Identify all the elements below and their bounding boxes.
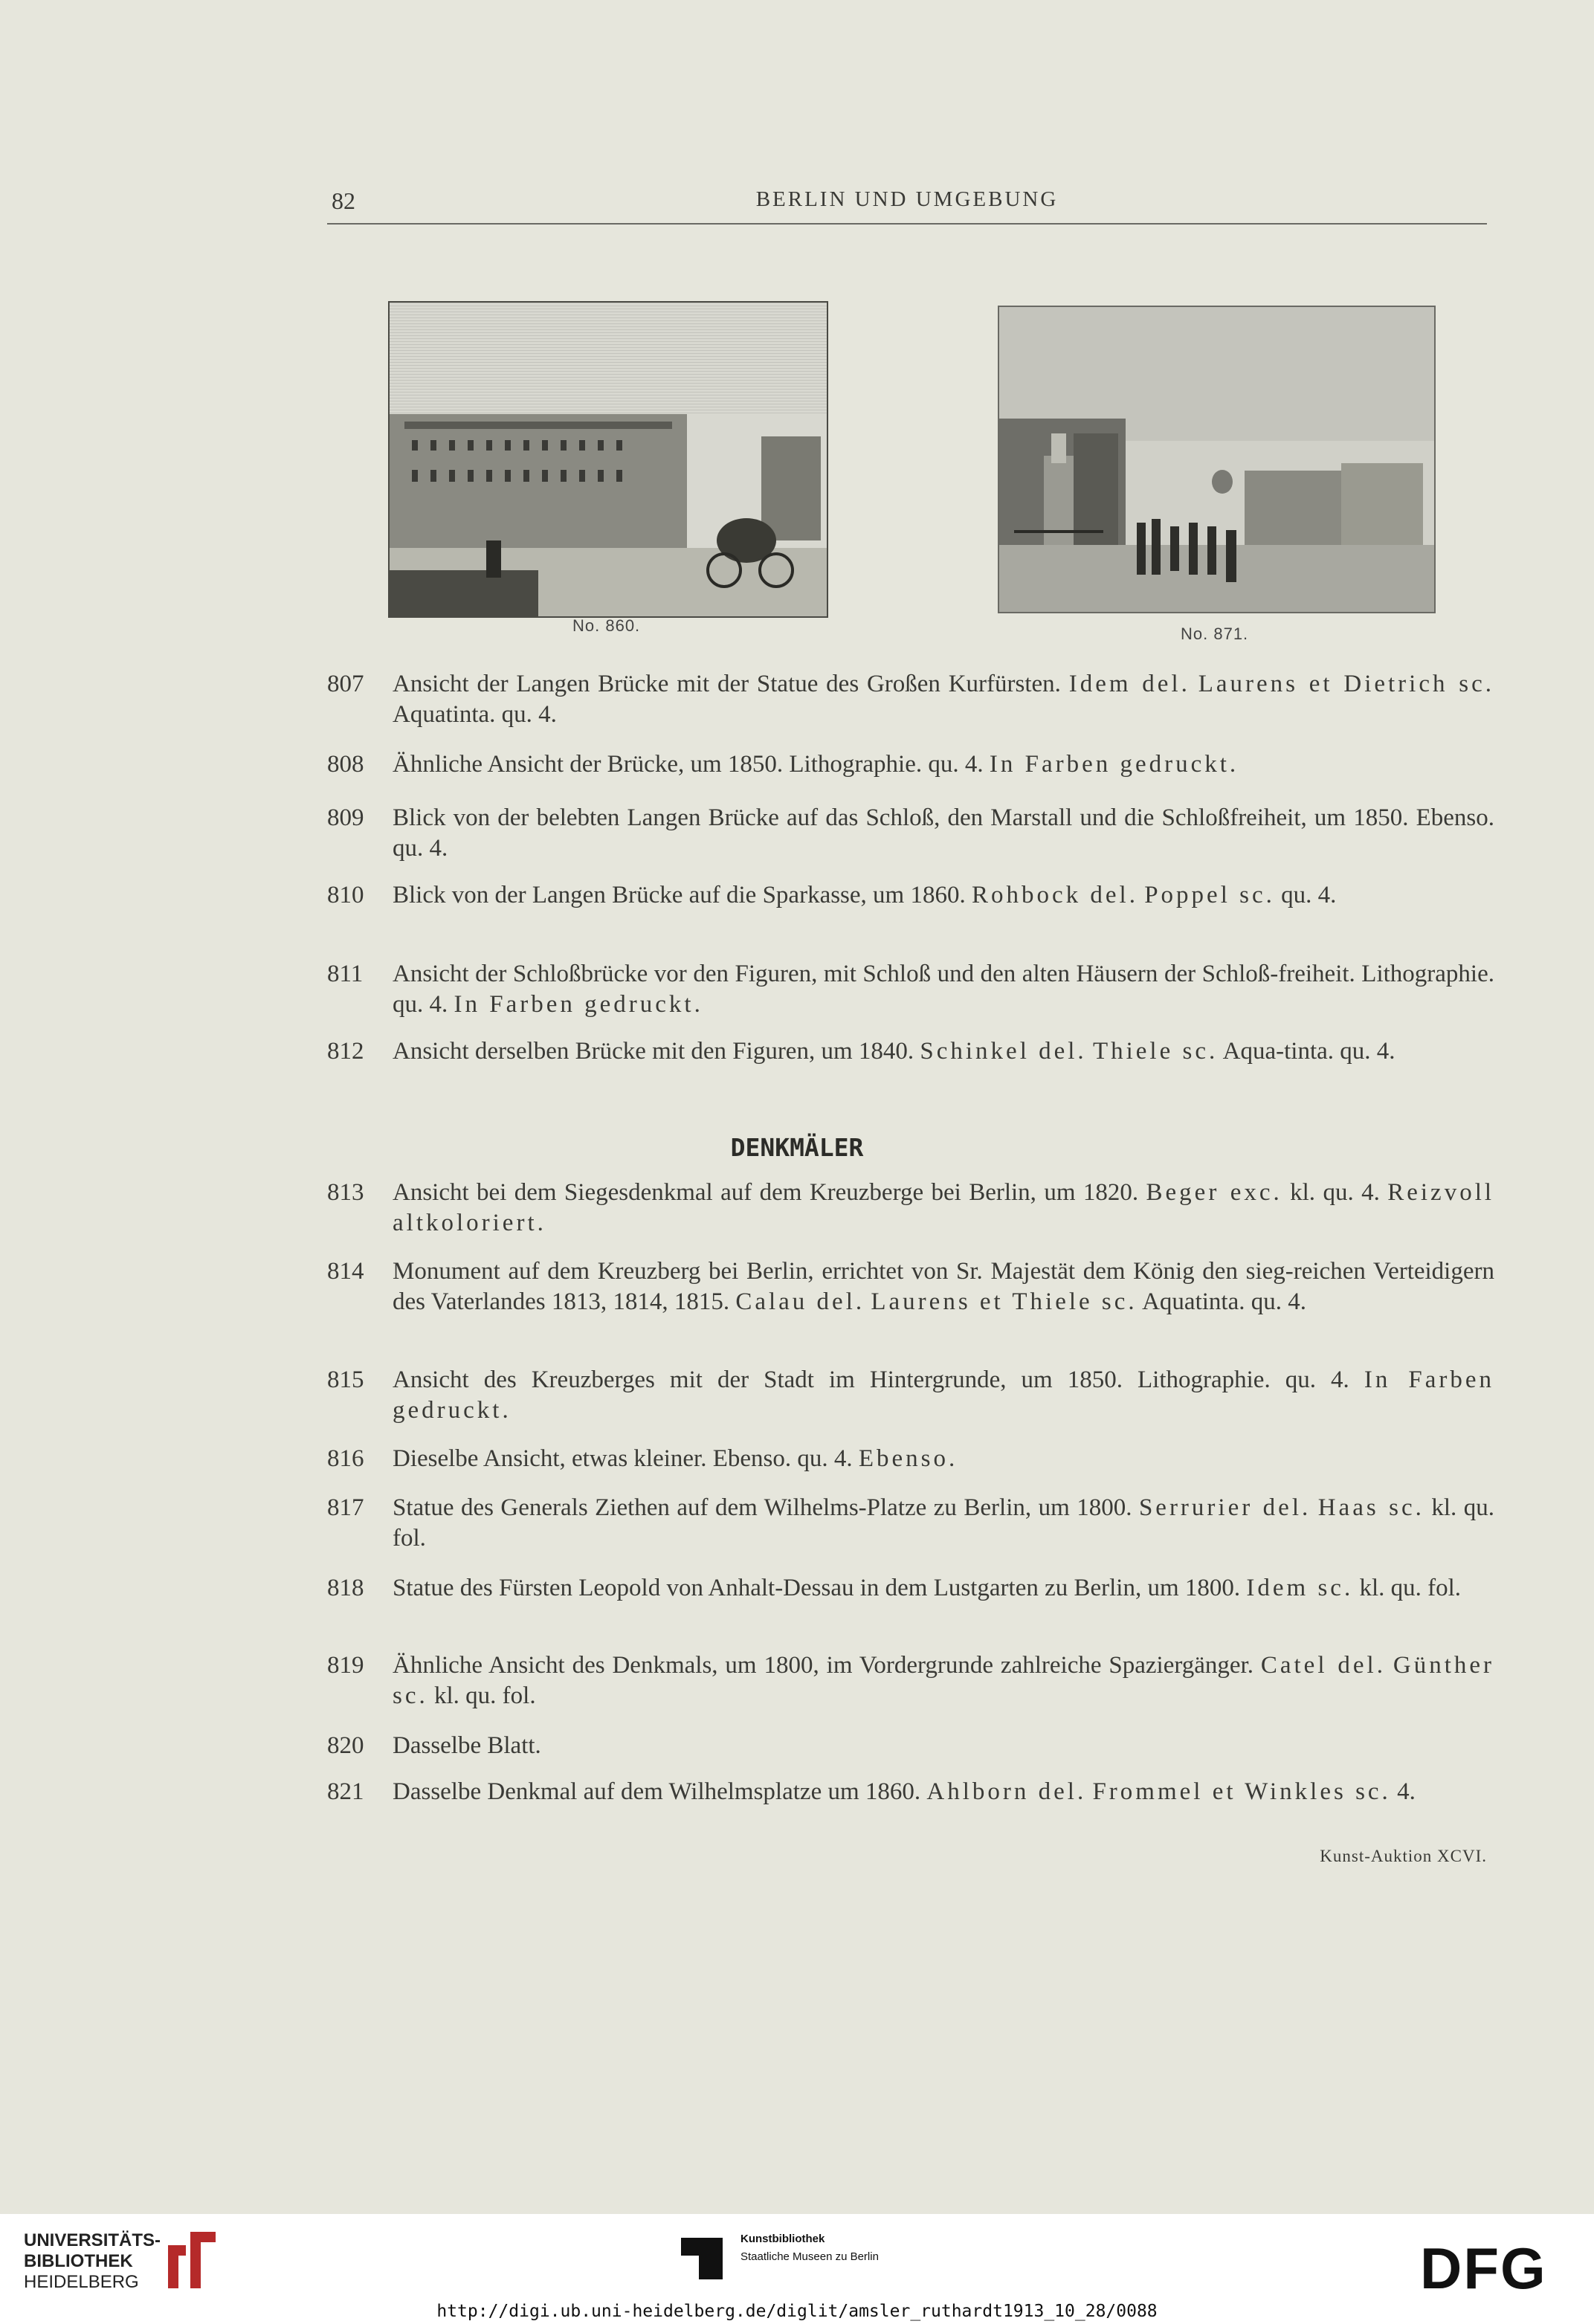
catalog-entry [327,1036,1494,1067]
catalog-entry [327,1731,1494,1761]
entry-number: 810 [327,882,364,908]
entry-text: Ähnliche Ansicht der Brücke, um 1850. Lithographie. qu. 4. In Farben gedruckt. [393,751,1239,778]
entry-number: 807 [327,671,364,697]
entry-number: 814 [327,1258,364,1285]
catalog-entry [327,1178,1494,1239]
dfg-logo: DFG [1420,2236,1547,2301]
entry-number: 813 [327,1179,364,1206]
permalink-url[interactable]: http://digi.ub.uni-heidelberg.de/diglit/amsler_ruthardt1913_10_28/0088 [436,2302,1158,2321]
page-number: 82 [332,187,355,214]
entry-number: 808 [327,751,364,778]
university-logo-icon [161,2229,223,2291]
entry-number: 818 [327,1575,364,1601]
catalog-entry [327,669,1494,730]
catalog-entry [327,749,1494,780]
university-library-logo: UNIVERSITÄTS- BIBLIOTHEK HEIDELBERG [24,2230,161,2292]
entry-number: 811 [327,961,364,987]
entry-number: 819 [327,1652,364,1679]
entry-text: Ähnliche Ansicht des Denkmals, um 1800, im Vordergrunde zahlreiche Spaziergänger. Catel del. Günther sc. kl. qu. fol. [393,1652,1495,1709]
catalog-entry [327,803,1494,864]
catalog-entry [327,1493,1494,1554]
catalog-entry [327,1256,1494,1317]
catalog-entry [327,1444,1494,1474]
entry-text: Dasselbe Blatt. [393,1732,541,1759]
entry-text: Blick von der Langen Brücke auf die Sparkasse, um 1860. Rohbock del. Poppel sc. qu. 4. [393,882,1337,908]
entry-text: Blick von der belebten Langen Brücke auf das Schloß, den Marstall und die Schloßfreiheit, um 1850. Ebenso. qu. 4. [393,804,1494,862]
entry-number: 821 [327,1778,364,1805]
catalog-entry [327,1650,1494,1711]
footer [0,2214,1594,2324]
entry-text: Ansicht des Kreuzberges mit der Stadt im Hintergrunde, um 1850. Lithographie. qu. 4. In Farben gedruckt. [393,1366,1494,1424]
plate-860-caption: No. 860. [572,616,641,635]
entry-text: Statue des Generals Ziethen auf dem Wilhelms-Platze zu Berlin, um 1800. Serrurier del. Haas sc. kl. qu. fol. [393,1494,1495,1552]
entry-number: 809 [327,804,364,831]
entry-text: Monument auf dem Kreuzberg bei Berlin, errichtet von Sr. Majestät dem König den sieg-reichen Verteidigern des Vaterlandes 1813, 1814, 1815. Calau del. Laurens et Thiele sc. Aquatinta. qu. 4. [393,1258,1494,1315]
entry-text: Ansicht der Schloßbrücke vor den Figuren, mit Schloß und den alten Häusern der Schloß-freiheit. Lithographie. qu. 4. In Farben gedruckt. [393,961,1494,1018]
kunstbibliothek-logo-icon [678,2235,726,2282]
plate-860-image [388,301,828,618]
catalog-entry [327,880,1494,911]
plate-871-caption: No. 871. [1181,624,1249,643]
entry-number: 812 [327,1038,364,1065]
entry-number: 815 [327,1366,364,1393]
entry-text: Ansicht der Langen Brücke mit der Statue des Großen Kurfürsten. Idem del. Laurens et Dietrich sc. Aquatinta. qu. 4. [393,671,1495,728]
catalog-entry [327,959,1494,1020]
entry-text: Statue des Fürsten Leopold von Anhalt-Dessau in dem Lustgarten zu Berlin, um 1800. Idem sc. kl. qu. fol. [393,1575,1462,1601]
plate-871-image [998,306,1436,613]
entry-number: 817 [327,1494,364,1521]
page-header [327,187,1487,225]
entry-number: 820 [327,1732,364,1759]
kunstbibliothek-logo: Kunstbibliothek Staatliche Museen zu Berlin [740,2233,879,2263]
catalog-entry [327,1365,1494,1426]
entry-text: Ansicht bei dem Siegesdenkmal auf dem Kreuzberge bei Berlin, um 1820. Beger exc. kl. qu. 4. Reizvoll altkoloriert. [393,1179,1495,1236]
entry-text: Ansicht derselben Brücke mit den Figuren, um 1840. Schinkel del. Thiele sc. Aqua-tinta. qu. 4. [393,1038,1395,1065]
auction-label: Kunst-Auktion XCVI. [1320,1847,1487,1865]
catalog-entry [327,1573,1494,1604]
entry-text: Dasselbe Denkmal auf dem Wilhelmsplatze um 1860. Ahlborn del. Frommel et Winkles sc. 4. [393,1778,1416,1805]
catalog-entry [327,1777,1494,1807]
entry-text: Dieselbe Ansicht, etwas kleiner. Ebenso. qu. 4. Ebenso. [393,1445,958,1472]
running-title: BERLIN UND UMGEBUNG [755,187,1059,211]
entry-number: 816 [327,1445,364,1472]
section-heading: DENKMÄLER [730,1133,864,1162]
